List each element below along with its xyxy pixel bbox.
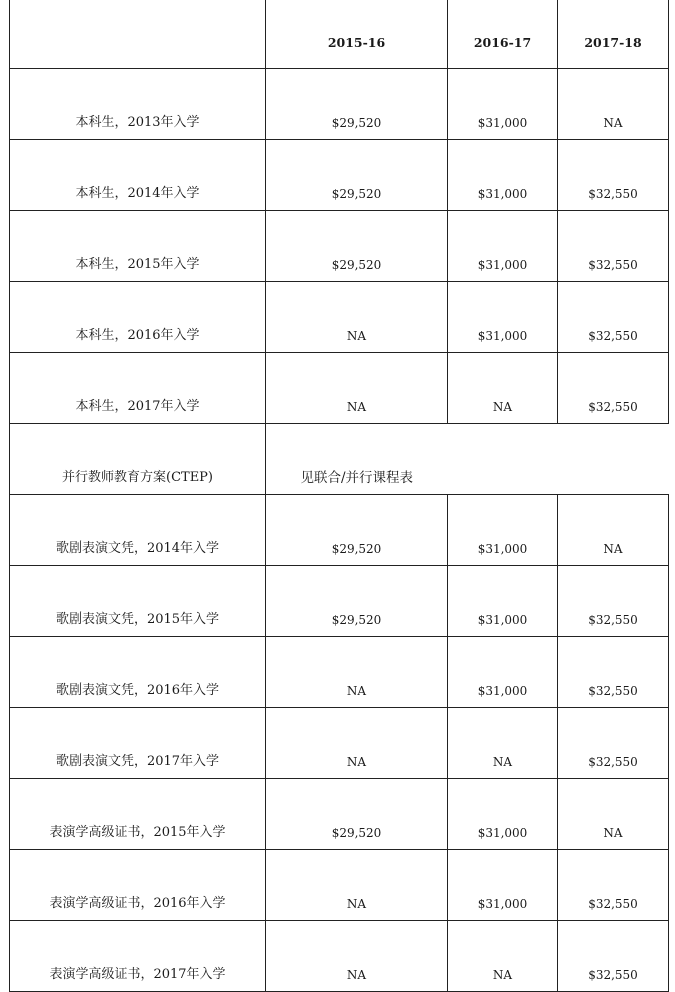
row-label: 歌剧表演文凭，2015年入学 <box>10 566 266 637</box>
tuition-value-cell: $32,550 <box>558 211 669 282</box>
row-label: 本科生，2014年入学 <box>10 140 266 211</box>
empty-cell <box>448 424 669 495</box>
row-label: 表演学高级证书，2016年入学 <box>10 850 266 921</box>
tuition-value-cell: NA <box>558 69 669 140</box>
tuition-value-cell: $31,000 <box>448 211 558 282</box>
row-label: 表演学高级证书，2015年入学 <box>10 779 266 850</box>
tuition-value-cell: $29,520 <box>266 69 448 140</box>
table-row <box>10 495 669 566</box>
header-corner-cell <box>10 0 266 69</box>
tuition-value-cell: NA <box>448 353 558 424</box>
tuition-value-cell: NA <box>266 282 448 353</box>
tuition-value-cell: NA <box>266 637 448 708</box>
tuition-value-cell: NA <box>448 708 558 779</box>
tuition-value-cell: NA <box>558 779 669 850</box>
row-label: 歌剧表演文凭，2016年入学 <box>10 637 266 708</box>
tuition-value-cell: $29,520 <box>266 140 448 211</box>
table-row <box>10 282 669 353</box>
tuition-value-cell: $31,000 <box>448 69 558 140</box>
row-label: 并行教师教育方案(CTEP) <box>10 424 266 495</box>
tuition-value-cell: $32,550 <box>558 566 669 637</box>
row-label: 歌剧表演文凭，2014年入学 <box>10 495 266 566</box>
tuition-value-cell: NA <box>266 353 448 424</box>
tuition-value-cell: $32,550 <box>558 282 669 353</box>
tuition-value-cell: $32,550 <box>558 708 669 779</box>
table-row <box>10 69 669 140</box>
table-row <box>10 353 669 424</box>
tuition-value-cell: $29,520 <box>266 779 448 850</box>
table-row <box>10 708 669 779</box>
tuition-value-cell: $32,550 <box>558 140 669 211</box>
tuition-value-cell: $31,000 <box>448 850 558 921</box>
table-row <box>10 637 669 708</box>
tuition-value-cell: $29,520 <box>266 495 448 566</box>
tuition-value-cell: $32,550 <box>558 353 669 424</box>
tuition-value-cell: $31,000 <box>448 779 558 850</box>
tuition-value-cell: NA <box>448 921 558 992</box>
merged-note-cell: 见联合/并行课程表 <box>266 424 448 495</box>
tuition-value-cell: $29,520 <box>266 566 448 637</box>
tuition-table <box>9 0 669 992</box>
tuition-value-cell: NA <box>266 850 448 921</box>
row-label: 本科生，2013年入学 <box>10 69 266 140</box>
tuition-value-cell: $32,550 <box>558 637 669 708</box>
tuition-value-cell: NA <box>266 708 448 779</box>
table-row <box>10 566 669 637</box>
header-year-2015-16: 2015-16 <box>266 0 448 69</box>
tuition-value-cell: $31,000 <box>448 140 558 211</box>
tuition-value-cell: $31,000 <box>448 637 558 708</box>
tuition-value-cell: NA <box>266 921 448 992</box>
row-label: 本科生，2016年入学 <box>10 282 266 353</box>
table-row <box>10 211 669 282</box>
tuition-value-cell: NA <box>558 495 669 566</box>
tuition-value-cell: $32,550 <box>558 921 669 992</box>
tuition-value-cell: $31,000 <box>448 566 558 637</box>
row-label: 表演学高级证书，2017年入学 <box>10 921 266 992</box>
table-row <box>10 424 669 495</box>
table-row <box>10 140 669 211</box>
table-row <box>10 921 669 992</box>
tuition-value-cell: $31,000 <box>448 282 558 353</box>
tuition-value-cell: $31,000 <box>448 495 558 566</box>
table-row <box>10 850 669 921</box>
header-year-2017-18: 2017-18 <box>558 0 669 69</box>
tuition-value-cell: $29,520 <box>266 211 448 282</box>
table-header-row <box>10 0 669 69</box>
row-label: 本科生，2017年入学 <box>10 353 266 424</box>
table-row <box>10 779 669 850</box>
header-year-2016-17: 2016-17 <box>448 0 558 69</box>
row-label: 歌剧表演文凭，2017年入学 <box>10 708 266 779</box>
row-label: 本科生，2015年入学 <box>10 211 266 282</box>
tuition-value-cell: $32,550 <box>558 850 669 921</box>
